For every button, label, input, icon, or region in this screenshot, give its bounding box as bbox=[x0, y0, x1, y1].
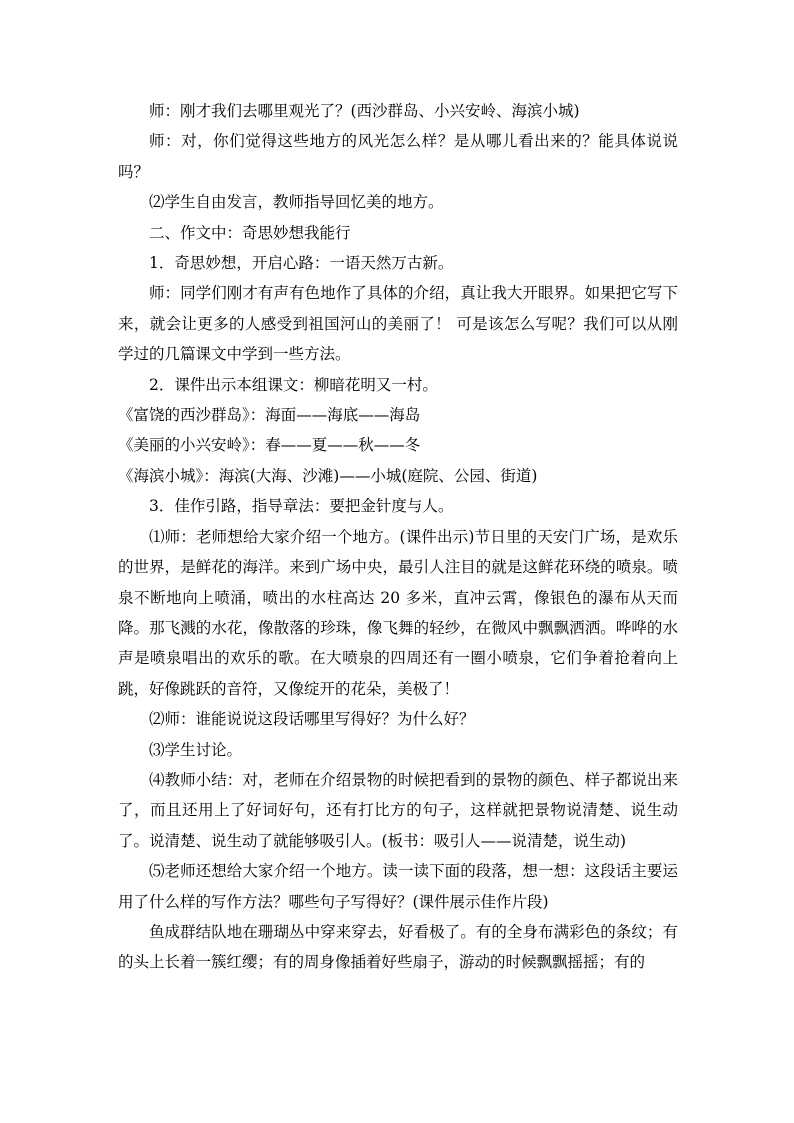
paragraph-teacher-question-tour: 师：刚才我们去哪里观光了？(西沙群岛、小兴安岭、海滨小城) bbox=[149, 102, 580, 120]
paragraph-tiananmen-example: ⑴师：老师想给大家介绍一个地方。(课件出示)节日里的天安门广场，是欢乐的世界，是鲜花的海洋。来到广场中央，最引人注目的就是这鲜花环绕的喷泉。喷泉不断地向上喷涌，喷出的水柱高达 20 多米，直冲云霄，像银色的瀑布从天而降。那飞溅的水花，像散落的珍珠，像飞舞的轻纱，在微风中飘飘洒洒。哗哗的水声是喷泉唱出的欢乐的歌。在大喷泉的四周还有一圈小喷泉，它们争着抢着向上跳，好像跳跃的音符，又像绽开的花朵，美极了！ bbox=[118, 527, 678, 698]
lesson-outline-xiaoxinganling: 《美丽的小兴安岭》：春——夏——秋——冬 bbox=[118, 436, 421, 455]
step-3-heading: 3．佳作引路，指导章法：要把金针度与人。 bbox=[149, 497, 454, 516]
lesson-outline-xisha: 《富饶的西沙群岛》：海面——海底——海岛 bbox=[118, 406, 421, 425]
section-heading-writing: 二、作文中：奇思妙想我能行 bbox=[149, 223, 351, 242]
paragraph-students-speak: ⑵学生自由发言，教师指导回忆美的地方。 bbox=[149, 193, 444, 212]
lesson-outline-seaside-town: 《海滨小城》：海滨(大海、沙滩)——小城(庭院、公园、街道) bbox=[118, 466, 538, 485]
step-1-heading: 1．奇思妙想，开启心路：一语天然万古新。 bbox=[149, 254, 454, 273]
paragraph-teacher-summary: ⑷教师小结：对，老师在介绍景物的时候把看到的景物的颜色、样子都说出来了，而且还用上了好词好句，还有打比方的句子，这样就把景物说清楚、说生动了。说清楚、说生动了就能够吸引人。(板书：吸引人——说清楚，说生动) bbox=[118, 770, 678, 850]
paragraph-teacher-question-scenery: 师：对，你们觉得这些地方的风光怎么样？是从哪儿看出来的？能具体说说吗？ bbox=[118, 132, 678, 181]
paragraph-students-discuss: ⑶学生讨论。 bbox=[149, 740, 243, 759]
paragraph-another-place: ⑸老师还想给大家介绍一个地方。读一读下面的段落，想一想：这段话主要运用了什么样的写作方法？哪些句子写得好？(课件展示佳作片段) bbox=[118, 862, 678, 911]
paragraph-teacher-intro: 师：同学们刚才有声有色地作了具体的介绍，真让我大开眼界。如果把它写下来，就会让更多的人感受到祖国河山的美丽了！ 可是该怎么写呢？我们可以从刚学过的几篇课文中学到一些方法。 bbox=[118, 284, 678, 364]
document-page bbox=[118, 96, 678, 978]
paragraph-fish-excerpt: 鱼成群结队地在珊瑚丛中穿来穿去，好看极了。有的全身布满彩色的条纹；有的头上长着一簇红缨；有的周身像插着好些扇子，游动的时候飘飘摇摇；有的 bbox=[118, 922, 678, 972]
paragraph-teacher-ask-why: ⑵师：谁能说说这段话哪里写得好？为什么好？ bbox=[149, 710, 475, 729]
step-2-heading: 2．课件出示本组课文：柳暗花明又一村。 bbox=[149, 375, 438, 394]
